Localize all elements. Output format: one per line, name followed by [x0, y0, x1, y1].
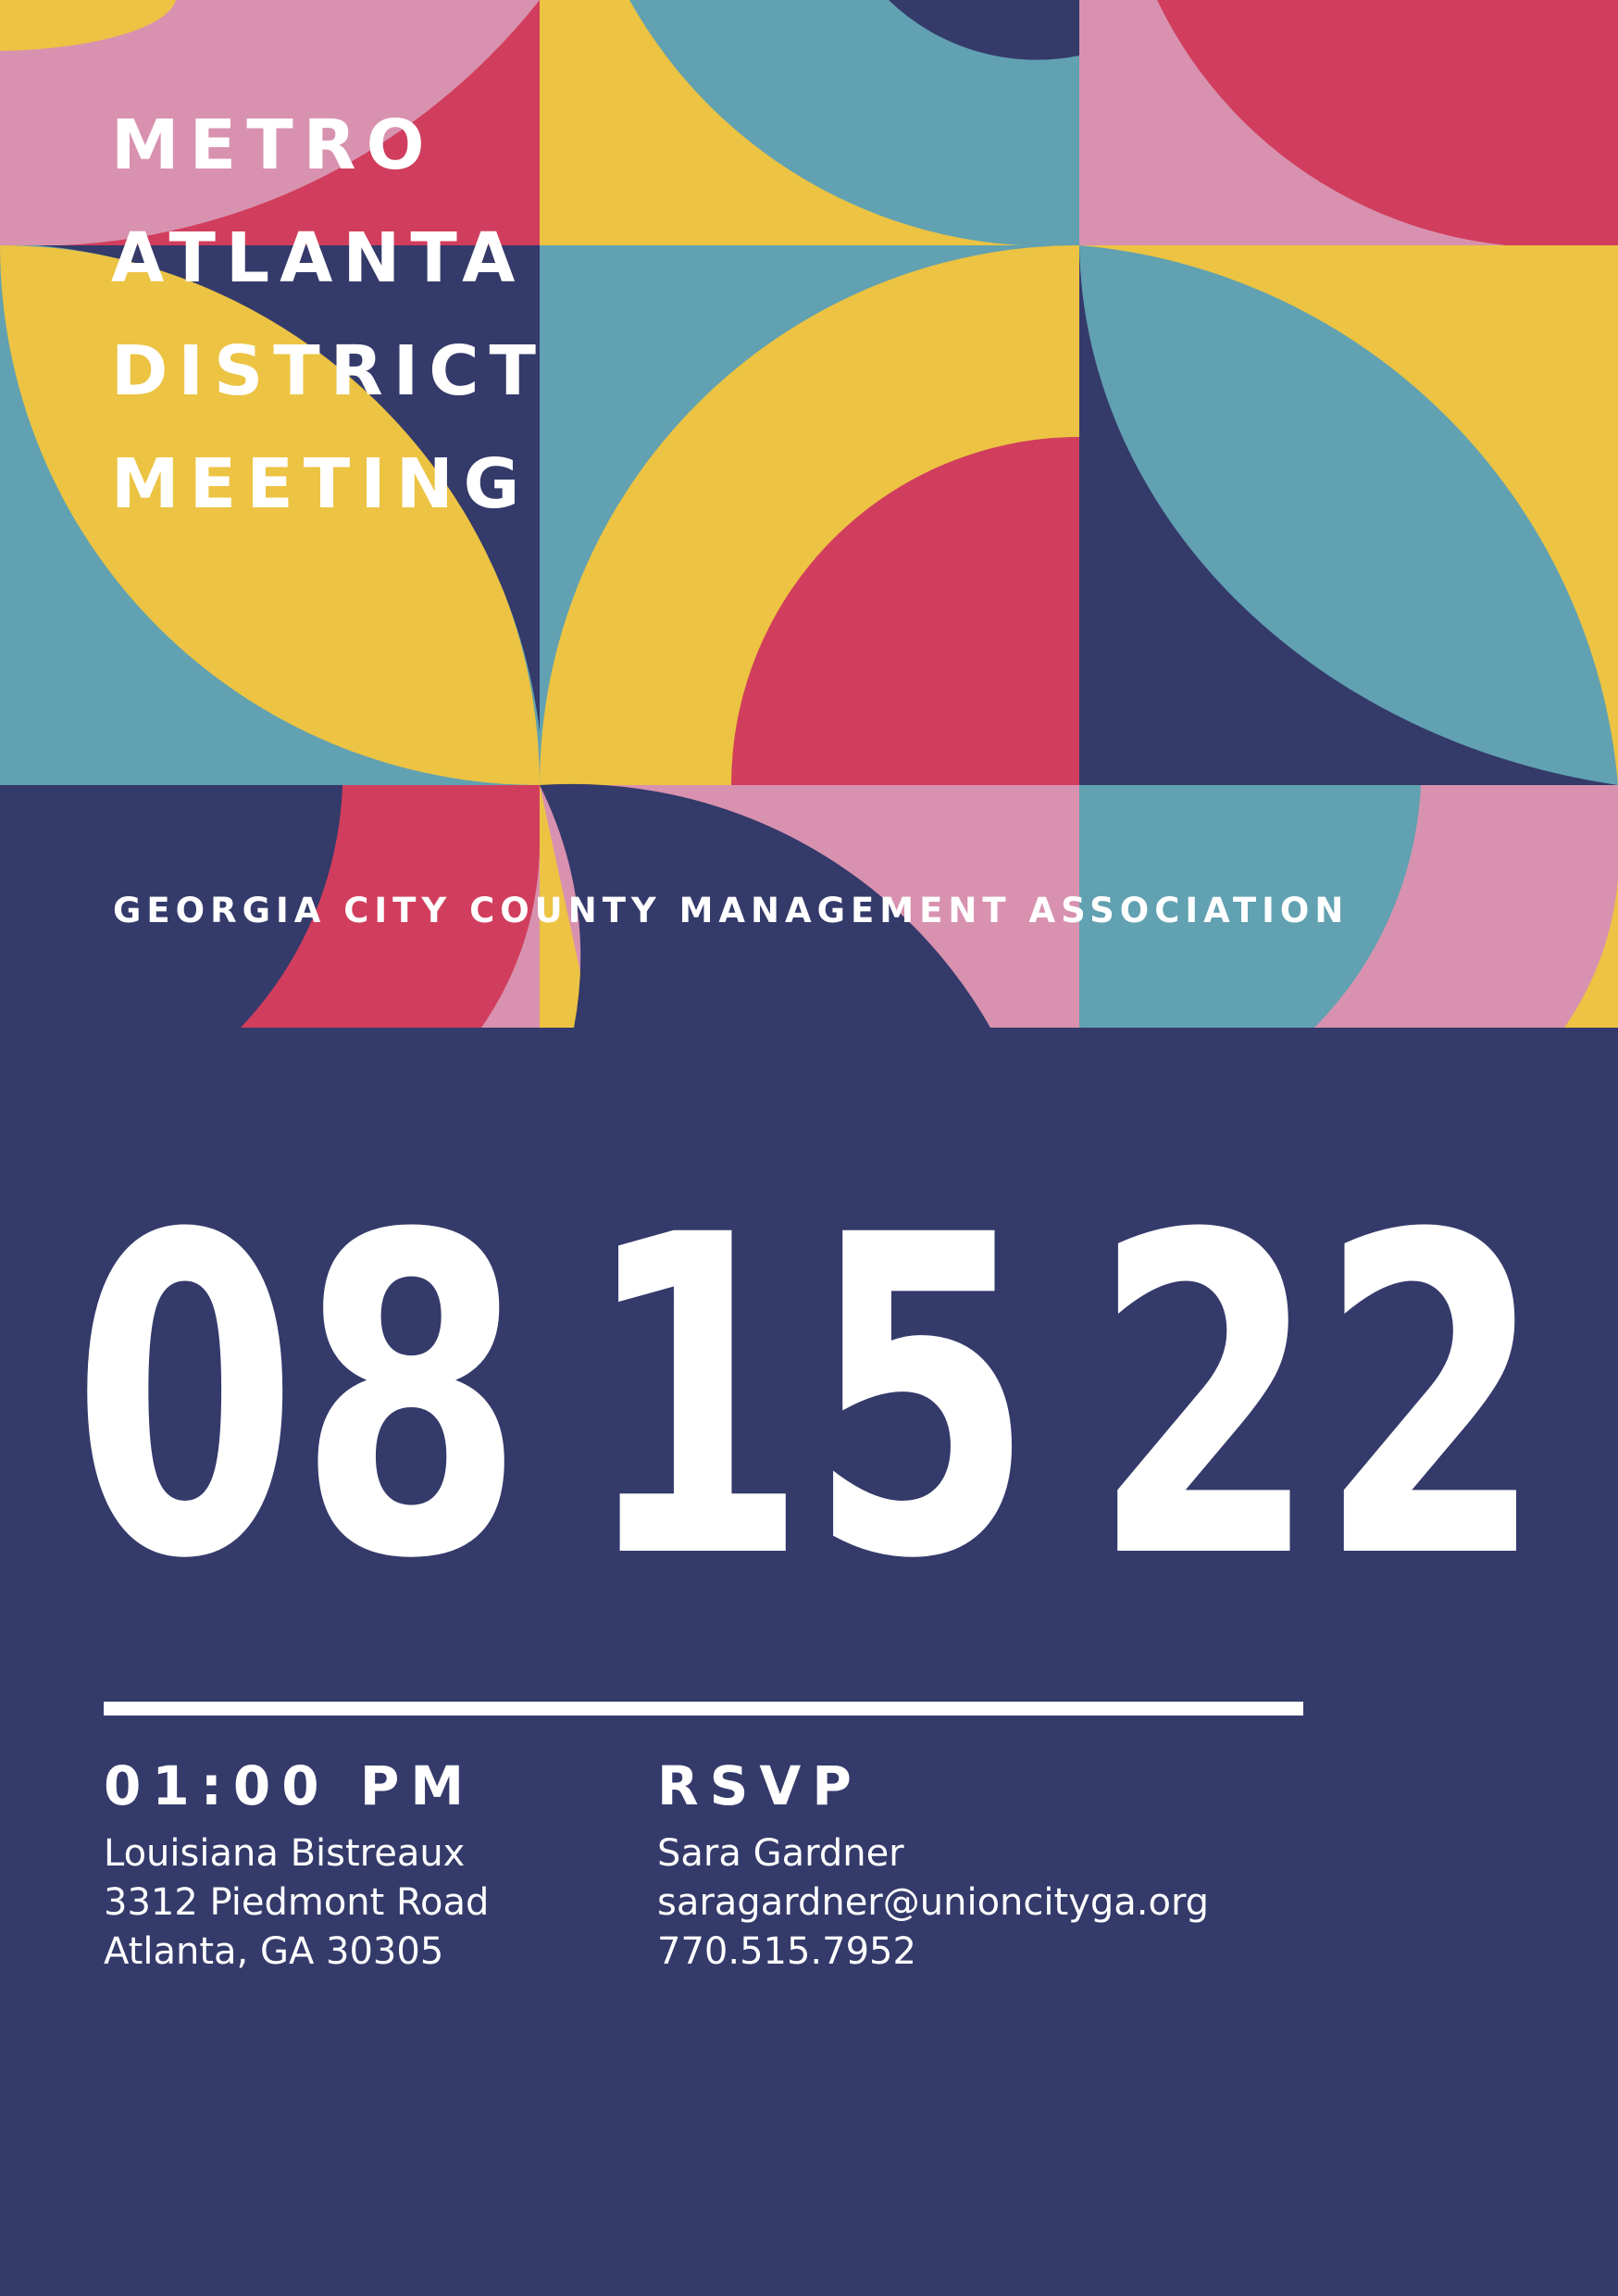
- tile-r2c3: [1079, 245, 1618, 785]
- title-line-1: METRO: [111, 106, 435, 185]
- event-date: [0, 1129, 1618, 1574]
- venue-name: Louisiana Bistreaux: [104, 1832, 466, 1875]
- tile-r1c3: [1079, 0, 1618, 247]
- rsvp-email: saragardner@unioncityga.org: [657, 1881, 1210, 1924]
- title-line-2: ATLANTA: [111, 218, 526, 298]
- rsvp-phone: 770.515.7952: [657, 1930, 916, 1973]
- title-line-4: MEETING: [111, 444, 530, 524]
- rsvp-name: Sara Gardner: [657, 1832, 904, 1875]
- venue-city: Atlanta, GA 30305: [104, 1930, 444, 1973]
- rsvp-details: [657, 1750, 1361, 1977]
- organization-name: GEORGIA CITY COUNTY MANAGEMENT ASSOCIATION: [113, 891, 1350, 930]
- divider-line: [104, 1702, 1303, 1716]
- title-line-3: DISTRICT: [111, 331, 547, 411]
- date-year: 22: [1091, 1142, 1545, 1574]
- event-time: 01:00 PM: [104, 1754, 476, 1817]
- event-details: [104, 1750, 641, 1977]
- date-month: 08: [71, 1142, 525, 1574]
- venue-street: 3312 Piedmont Road: [104, 1881, 490, 1924]
- tile-r2c2: [540, 245, 1079, 785]
- date-day: 15: [581, 1142, 1035, 1574]
- event-title: [111, 89, 546, 541]
- rsvp-heading: RSVP: [657, 1754, 863, 1817]
- tile-r1c2: [540, 0, 1079, 246]
